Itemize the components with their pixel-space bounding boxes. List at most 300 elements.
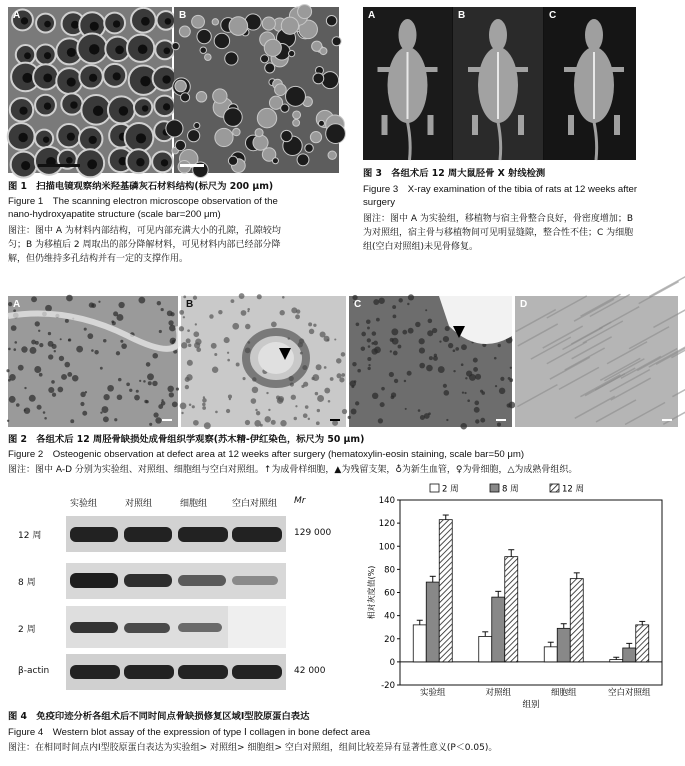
cell-nucleus <box>494 357 497 360</box>
cell-nucleus <box>420 415 425 420</box>
tissue-fiber <box>625 403 665 425</box>
cell-nucleus <box>480 390 483 393</box>
bar <box>479 636 492 661</box>
bar <box>544 647 557 662</box>
cell-nucleus <box>100 367 103 370</box>
cell-nucleus <box>227 352 229 354</box>
cell-nucleus <box>280 420 286 426</box>
cell-nucleus <box>466 370 472 376</box>
cell-nucleus <box>148 381 152 385</box>
cell-nucleus <box>393 351 398 356</box>
sem-pore-hole <box>21 17 28 24</box>
sem-pore-hole <box>44 21 51 28</box>
cell-nucleus <box>167 386 173 392</box>
cell-nucleus <box>419 338 425 344</box>
bar <box>439 520 452 662</box>
fig1-scale-bar-b <box>180 164 204 167</box>
sem-pore <box>275 84 287 96</box>
cell-nucleus <box>265 416 271 422</box>
sem-pore <box>205 54 212 61</box>
cell-nucleus <box>48 332 51 335</box>
x-tick-label: 空白对照组 <box>607 688 651 698</box>
sem-pore-hole <box>89 136 97 144</box>
wb-band <box>70 665 120 679</box>
fig4-caption-zh: 图 4 免疫印迹分析各组术后不同时间点骨缺损修复区域Ⅰ型胶原蛋白表达 <box>8 711 310 722</box>
cell-nucleus <box>474 407 480 413</box>
rat-hindlimb <box>382 115 388 135</box>
cell-nucleus <box>295 405 297 407</box>
sem-pore <box>212 19 218 25</box>
sem-pore <box>313 73 324 84</box>
x-tick-label: 实验组 <box>419 688 446 698</box>
cell-nucleus <box>72 375 78 381</box>
cell-nucleus <box>443 384 447 388</box>
wb-col-2: 对照组 <box>125 499 153 509</box>
cell-nucleus <box>381 387 385 391</box>
cell-nucleus <box>316 364 322 370</box>
x-axis-label: 组别 <box>522 700 540 710</box>
cell-nucleus <box>433 356 438 361</box>
cell-nucleus <box>256 411 260 415</box>
cell-nucleus <box>378 298 384 304</box>
cell-nucleus <box>116 351 120 355</box>
y-tick-label: -20 <box>381 681 395 691</box>
rat-tail <box>498 122 501 160</box>
cell-nucleus <box>103 394 109 400</box>
bar <box>636 625 649 662</box>
cell-nucleus <box>255 409 257 411</box>
cell-nucleus <box>107 385 114 392</box>
cell-nucleus <box>118 378 122 382</box>
cell-nucleus <box>84 328 87 331</box>
cell-nucleus <box>291 395 296 400</box>
rat-tail <box>408 122 411 160</box>
sem-pore <box>281 104 289 112</box>
cell-nucleus <box>181 342 187 348</box>
sem-pore-hole <box>113 20 120 27</box>
cell-nucleus <box>31 296 37 302</box>
fig2-panel-a-label: A <box>13 299 21 310</box>
sem-pore-hole <box>119 106 128 115</box>
sem-pore-hole <box>163 47 170 54</box>
sem-pore-hole <box>67 78 76 87</box>
rat-forelimb <box>610 67 624 72</box>
cell-nucleus <box>367 367 370 370</box>
wb-band <box>70 573 118 588</box>
legend-swatch <box>490 484 499 492</box>
cell-nucleus <box>215 411 218 414</box>
cell-nucleus <box>187 329 190 332</box>
fig3-panel-a <box>363 7 452 160</box>
cell-nucleus <box>202 406 206 410</box>
cell-nucleus <box>408 294 414 300</box>
cell-nucleus <box>398 345 402 349</box>
cell-nucleus <box>367 357 371 361</box>
wb-col-3: 细胞组 <box>180 499 208 509</box>
legend-label: 8 周 <box>502 484 519 495</box>
wb-blank-lane <box>228 606 286 648</box>
cell-nucleus <box>467 399 470 402</box>
sem-pore-hole <box>136 158 144 166</box>
cell-nucleus <box>80 402 84 406</box>
legend-swatch <box>550 484 559 492</box>
tissue-fiber <box>583 321 623 343</box>
fig2-panel-d-label: D <box>520 299 528 310</box>
cell-nucleus <box>231 299 235 303</box>
rat-forelimb <box>514 67 528 72</box>
scale-bar <box>330 419 340 421</box>
sem-pore <box>281 130 292 141</box>
cell-nucleus <box>66 295 73 302</box>
sem-pore <box>196 92 207 103</box>
cell-nucleus <box>461 363 464 366</box>
cell-nucleus <box>35 321 40 326</box>
cell-nucleus <box>18 365 24 371</box>
cell-nucleus <box>126 382 130 386</box>
cell-nucleus <box>195 323 197 325</box>
cell-nucleus <box>167 310 173 316</box>
cell-nucleus <box>67 372 72 377</box>
cell-nucleus <box>461 344 467 350</box>
cell-nucleus <box>118 302 124 308</box>
sem-pore <box>188 130 200 142</box>
cell-nucleus <box>254 420 261 427</box>
sem-pore <box>175 140 185 150</box>
cell-nucleus <box>439 340 441 342</box>
fig2-panel-a <box>8 296 178 427</box>
sem-pore <box>310 132 321 143</box>
cell-nucleus <box>70 419 74 423</box>
cell-nucleus <box>68 339 71 342</box>
cell-nucleus <box>214 353 217 356</box>
sem-pore <box>320 47 327 54</box>
cell-nucleus <box>428 412 431 415</box>
sem-pore-hole <box>22 73 32 83</box>
sem-pore <box>261 55 269 63</box>
sem-pore <box>326 15 336 25</box>
cell-nucleus <box>103 416 109 422</box>
sem-pore <box>297 154 309 166</box>
cell-nucleus <box>497 423 501 427</box>
residual-scaffold <box>258 342 294 374</box>
fig1-panel-b <box>174 7 339 173</box>
rat-hindlimb <box>614 115 620 135</box>
fig1-note-1: 图注：图中 A 为材料内部结构，可见内部充满大小的孔隙，孔隙较均 <box>8 226 281 236</box>
cell-nucleus <box>500 377 504 381</box>
fig3-caption-en-1: Figure 3 X-ray examination of the tibia of rats at 12 weeks after <box>363 184 638 195</box>
legend-label: 12 周 <box>562 484 585 495</box>
cell-nucleus <box>367 327 370 330</box>
cell-nucleus <box>282 296 285 299</box>
cell-nucleus <box>351 385 354 388</box>
tissue-fiber <box>629 327 669 349</box>
sem-pore <box>305 144 313 152</box>
cell-nucleus <box>179 326 184 331</box>
cell-nucleus <box>48 354 53 359</box>
sem-pore <box>194 123 200 129</box>
tissue-fiber <box>547 296 587 318</box>
cell-nucleus <box>188 344 191 347</box>
cell-nucleus <box>39 373 43 377</box>
cell-nucleus <box>308 418 310 420</box>
cell-nucleus <box>52 393 56 397</box>
fig1-caption-zh: 图 1 扫描电镜观察纳米羟基磷灰石材料结构(标尺为 200 μm) <box>8 181 274 192</box>
cell-nucleus <box>218 310 222 314</box>
fig3-caption-en-2: surgery <box>363 197 395 208</box>
wb-mr-actin: 42 000 <box>294 666 326 676</box>
cell-nucleus <box>247 308 250 311</box>
cell-nucleus <box>348 416 351 419</box>
cell-nucleus <box>186 338 191 343</box>
sem-pore-hole <box>162 75 170 83</box>
fig2-panel-c-label: C <box>354 299 362 310</box>
cell-nucleus <box>324 366 327 369</box>
cell-nucleus <box>185 385 189 389</box>
sem-pore <box>257 108 276 127</box>
cell-nucleus <box>139 380 141 382</box>
cell-nucleus <box>376 318 380 322</box>
cell-nucleus <box>180 403 187 410</box>
sem-pore <box>298 5 312 19</box>
fig1-scale-bar <box>38 164 80 167</box>
tissue-fiber <box>574 299 614 321</box>
cell-nucleus <box>402 330 407 335</box>
y-axis-label: 相对灰度值(%) <box>367 565 376 620</box>
cell-nucleus <box>305 405 309 409</box>
wb-band <box>124 527 172 542</box>
cell-nucleus <box>29 347 36 354</box>
cell-nucleus <box>179 310 184 315</box>
fig2-panel-c <box>349 296 512 427</box>
cell-nucleus <box>324 388 330 394</box>
cell-nucleus <box>247 310 249 312</box>
cell-nucleus <box>271 420 276 425</box>
cell-nucleus <box>278 396 284 402</box>
cell-nucleus <box>291 307 297 313</box>
rat-forelimb <box>378 67 392 72</box>
cell-nucleus <box>228 395 232 399</box>
bar <box>570 579 583 662</box>
cell-nucleus <box>185 377 190 382</box>
cell-nucleus <box>8 348 11 351</box>
cell-nucleus <box>339 377 344 382</box>
tissue-fiber <box>672 375 685 397</box>
cell-nucleus <box>161 401 166 406</box>
cell-nucleus <box>103 339 106 342</box>
cell-nucleus <box>29 395 36 402</box>
sem-pore <box>192 15 205 28</box>
cell-nucleus <box>9 374 16 381</box>
cell-nucleus <box>373 341 378 346</box>
cell-nucleus <box>120 340 123 343</box>
wb-band <box>178 665 228 679</box>
cell-nucleus <box>394 379 398 383</box>
x-tick-label: 对照组 <box>485 688 512 698</box>
cell-nucleus <box>453 349 456 352</box>
wb-band <box>232 527 282 542</box>
sem-pore-hole <box>161 159 168 166</box>
cell-nucleus <box>419 348 425 354</box>
cell-nucleus <box>31 340 36 345</box>
rat-head <box>489 19 507 51</box>
cell-nucleus <box>226 409 230 413</box>
wb-lane-actin <box>66 654 286 690</box>
cell-nucleus <box>361 332 366 337</box>
cell-nucleus <box>448 343 453 348</box>
fig2-panel-b <box>181 296 346 427</box>
sem-pore-hole <box>113 72 121 80</box>
cell-nucleus <box>193 331 199 337</box>
cell-nucleus <box>147 373 154 380</box>
histology-d <box>515 296 678 427</box>
rat-tail <box>594 122 597 160</box>
fig3-panel-c-label: C <box>549 10 557 21</box>
sem-pore-hole <box>163 103 170 110</box>
cell-nucleus <box>378 418 383 423</box>
cell-nucleus <box>227 359 230 362</box>
tissue-fiber <box>649 345 685 367</box>
scale-bar <box>662 419 672 421</box>
sem-pore <box>224 108 243 127</box>
wb-band <box>124 665 174 679</box>
cell-nucleus <box>373 299 379 305</box>
cell-nucleus <box>157 301 161 305</box>
sem-pore-hole <box>89 74 97 82</box>
fig2-panel-b-label: B <box>186 299 194 310</box>
cell-nucleus <box>232 323 239 330</box>
sem-pore <box>229 17 248 36</box>
cell-nucleus <box>14 341 17 344</box>
cell-nucleus <box>474 401 479 406</box>
cell-nucleus <box>330 377 334 381</box>
cell-nucleus <box>202 398 207 403</box>
cell-nucleus <box>212 367 218 373</box>
cell-nucleus <box>351 409 357 415</box>
sem-pore <box>293 119 300 126</box>
cell-nucleus <box>444 390 450 396</box>
cell-nucleus <box>48 341 54 347</box>
cell-nucleus <box>43 411 46 414</box>
cell-nucleus <box>129 389 132 392</box>
cell-nucleus <box>39 343 43 347</box>
cell-nucleus <box>427 330 433 336</box>
y-tick-label: 0 <box>389 657 395 668</box>
cell-nucleus <box>354 380 357 383</box>
cell-nucleus <box>367 338 371 342</box>
cell-nucleus <box>392 305 396 309</box>
cell-nucleus <box>80 392 85 397</box>
sem-pore <box>215 128 233 146</box>
cell-nucleus <box>98 301 100 303</box>
fig3-panel-b <box>453 7 543 160</box>
cell-nucleus <box>138 297 145 304</box>
sem-pore <box>228 156 237 165</box>
fig3-note-3: 组(空白对照组)未见骨修复。 <box>363 242 479 252</box>
wb-col-4: 空白对照组 <box>232 499 278 509</box>
cell-nucleus <box>320 331 326 337</box>
legend-label: 2 周 <box>442 484 459 495</box>
cell-nucleus <box>48 387 54 393</box>
sem-pore-hole <box>66 157 73 164</box>
cell-nucleus <box>341 373 345 377</box>
cell-nucleus <box>303 413 308 418</box>
sem-pore <box>253 135 268 150</box>
bar <box>610 660 623 662</box>
cell-nucleus <box>169 392 174 397</box>
cell-nucleus <box>480 418 485 423</box>
bar <box>505 557 518 662</box>
wb-mr-12w: 129 000 <box>294 528 332 538</box>
cell-nucleus <box>308 322 312 326</box>
cell-nucleus <box>121 343 127 349</box>
sem-pore <box>214 33 229 48</box>
histology-b <box>181 296 346 427</box>
wb-band <box>232 665 282 679</box>
wb-row-label-2w: 2 周 <box>18 625 36 635</box>
y-tick-label: 40 <box>384 611 395 622</box>
cell-nucleus <box>316 421 320 425</box>
cell-nucleus <box>341 352 346 357</box>
cell-nucleus <box>380 402 385 407</box>
sem-pore <box>322 72 339 89</box>
cell-nucleus <box>294 417 297 420</box>
cell-nucleus <box>236 363 240 367</box>
cell-nucleus <box>389 372 394 377</box>
cell-nucleus <box>266 392 268 394</box>
cell-nucleus <box>404 380 406 382</box>
cell-nucleus <box>429 356 433 360</box>
sem-pore <box>197 29 211 43</box>
wb-band <box>178 575 226 586</box>
wb-lane-2w <box>66 606 286 648</box>
cell-nucleus <box>303 382 308 387</box>
cell-nucleus <box>268 409 270 411</box>
cell-nucleus <box>446 419 448 421</box>
sem-pore-hole <box>142 105 148 111</box>
rat-xray-a <box>363 7 452 160</box>
cell-nucleus <box>313 324 316 327</box>
sem-pore-hole <box>43 136 49 142</box>
y-tick-label: 100 <box>378 542 395 553</box>
cell-nucleus <box>51 380 55 384</box>
cell-nucleus <box>44 417 47 420</box>
fig3-panel-b-label: B <box>458 10 466 21</box>
cell-nucleus <box>187 360 193 366</box>
bar <box>426 582 439 662</box>
wb-band <box>70 527 118 542</box>
cell-nucleus <box>342 409 347 414</box>
cell-nucleus <box>169 325 176 332</box>
cell-nucleus <box>87 333 93 339</box>
cell-nucleus <box>24 387 26 389</box>
cell-nucleus <box>176 387 179 390</box>
cell-nucleus <box>94 350 98 354</box>
y-tick-label: 120 <box>378 519 395 530</box>
fig1-panel-a-label: A <box>13 10 21 21</box>
cell-nucleus <box>45 305 52 312</box>
sem-pore <box>179 26 190 37</box>
wb-row-label-12w: 12 周 <box>18 531 42 541</box>
cell-nucleus <box>102 406 109 413</box>
cell-nucleus <box>37 405 42 410</box>
sem-pore-hole <box>44 52 51 59</box>
cell-nucleus <box>426 365 433 372</box>
sem-pore <box>172 42 179 49</box>
cell-nucleus <box>192 405 195 408</box>
cell-nucleus <box>245 420 250 425</box>
sem-pore-hole <box>70 101 77 108</box>
bar <box>557 628 570 662</box>
